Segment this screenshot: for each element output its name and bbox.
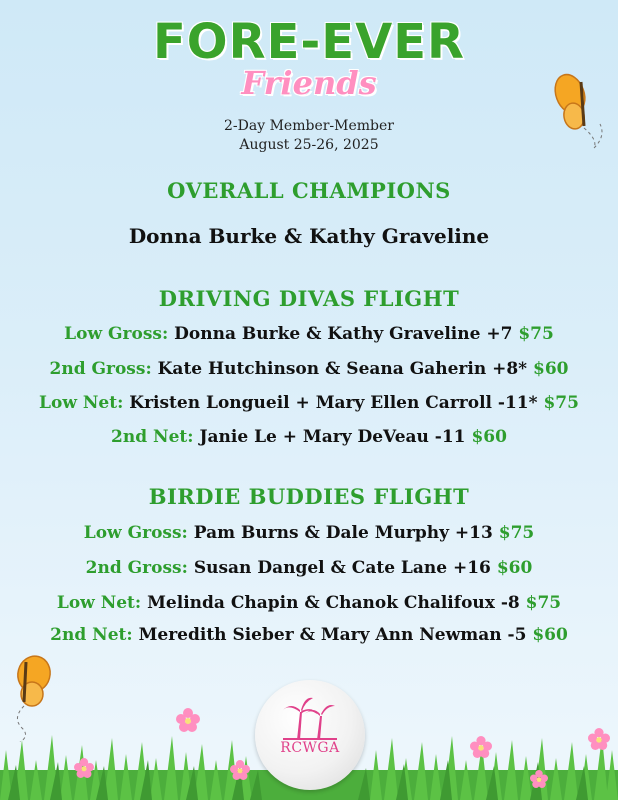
result-label: 2nd Net: — [50, 625, 133, 645]
event-type: 2-Day Member-Member — [224, 118, 394, 134]
result-label: Low Gross: — [64, 324, 169, 344]
result-names: Kristen Longueil + Mary Ellen Carroll -11* — [129, 393, 538, 413]
result-label: 2nd Gross: — [85, 558, 188, 578]
result-row — [0, 393, 618, 413]
result-names: Janie Le + Mary DeVeau -11 — [199, 427, 466, 447]
result-row — [0, 523, 618, 543]
flower-icon — [530, 770, 548, 788]
result-names: Melinda Chapin & Chanok Chalifoux -8 — [147, 593, 520, 613]
golf-ball-logo — [255, 680, 365, 790]
result-row — [0, 359, 618, 379]
result-prize: $75 — [518, 324, 554, 344]
flower-icon — [470, 736, 492, 758]
event-title: FORE-EVER — [153, 14, 465, 70]
palm-tree-icon — [283, 694, 337, 742]
result-names: Meredith Sieber & Mary Ann Newman -5 — [138, 625, 527, 645]
result-label: Low Net: — [39, 393, 124, 413]
event-title-script: Friends — [241, 64, 377, 102]
flower-icon — [74, 758, 94, 778]
overall-heading: OVERALL CHAMPIONS — [167, 178, 451, 203]
result-row — [0, 427, 618, 447]
result-prize: $60 — [496, 558, 533, 578]
flower-icon — [230, 760, 250, 780]
result-prize: $60 — [471, 427, 507, 447]
result-row — [0, 593, 618, 613]
flower-icon — [176, 708, 200, 732]
event-dates: August 25-26, 2025 — [239, 137, 379, 153]
flight-heading: DRIVING DIVAS FLIGHT — [158, 286, 460, 311]
result-names: Donna Burke & Kathy Graveline +7 — [174, 324, 513, 344]
flight-heading: BIRDIE BUDDIES FLIGHT — [148, 484, 470, 509]
result-row — [0, 324, 618, 344]
result-prize: $75 — [543, 393, 579, 413]
result-label: Low Gross: — [83, 523, 188, 543]
result-names: Kate Hutchinson & Seana Gaherin +8* — [157, 359, 528, 379]
result-prize: $60 — [532, 625, 568, 645]
flower-icon — [588, 728, 610, 750]
result-row — [0, 625, 618, 645]
result-names: Susan Dangel & Cate Lane +16 — [193, 558, 491, 578]
butterfly-icon — [548, 70, 614, 150]
result-prize: $75 — [498, 523, 535, 543]
overall-winners: Donna Burke & Kathy Graveline — [128, 224, 490, 248]
logo-text: RCWGA — [280, 740, 340, 756]
result-prize: $60 — [532, 359, 569, 379]
result-label: 2nd Gross: — [49, 359, 152, 379]
result-names: Pam Burns & Dale Murphy +13 — [193, 523, 493, 543]
result-row — [0, 558, 618, 578]
result-prize: $75 — [525, 593, 562, 613]
result-label: Low Net: — [56, 593, 142, 613]
result-label: 2nd Net: — [111, 427, 194, 447]
